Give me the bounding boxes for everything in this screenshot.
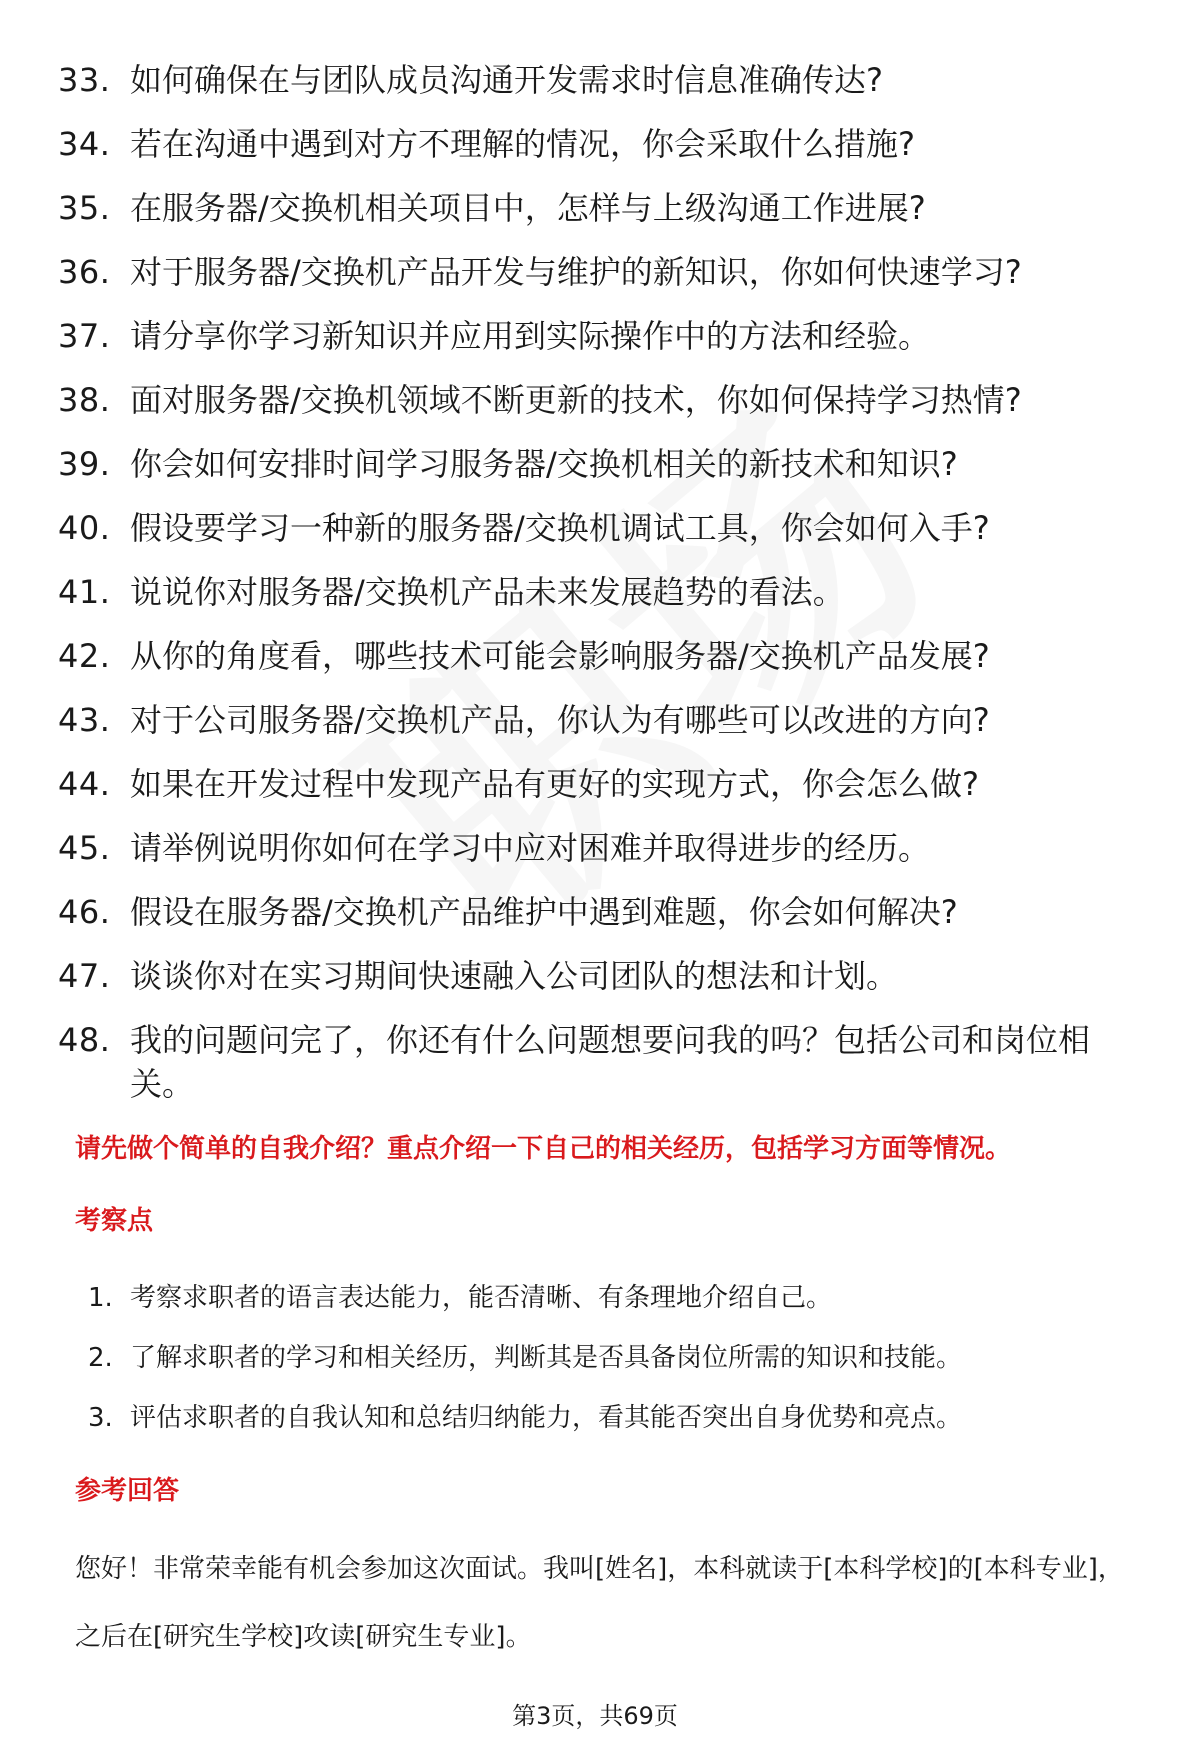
question-number: 43. [58, 701, 111, 739]
question-text: 假设在服务器/交换机产品维护中遇到难题，你会如何解决? [130, 893, 958, 931]
question-item [58, 496, 1148, 560]
point-text: 了解求职者的学习和相关经历，判断其是否具备岗位所需的知识和技能。 [130, 1343, 963, 1373]
question-text: 我的问题问完了，你还有什么问题想要问我的吗？包括公司和岗位相关。 [130, 1021, 1091, 1103]
question-number: 48. [58, 1021, 111, 1059]
answer-heading: 参考回答 [75, 1476, 180, 1506]
question-text: 对于公司服务器/交换机产品，你认为有哪些可以改进的方向? [130, 701, 990, 739]
question-item [58, 560, 1148, 624]
question-text: 请分享你学习新知识并应用到实际操作中的方法和经验。 [130, 317, 931, 355]
points-heading: 考察点 [75, 1206, 154, 1236]
question-list [58, 48, 1148, 1106]
point-text: 考察求职者的语言表达能力，能否清晰、有条理地介绍自己。 [130, 1283, 833, 1313]
question-item [58, 240, 1148, 304]
question-item [58, 752, 1148, 816]
question-item [58, 1008, 1148, 1106]
interview-question-heading: 请先做个简单的自我介绍？重点介绍一下自己的相关经历，包括学习方面等情况。 [75, 1134, 1012, 1164]
question-text: 如何确保在与团队成员沟通开发需求时信息准确传达? [130, 61, 883, 99]
question-text: 你会如何安排时间学习服务器/交换机相关的新技术和知识? [130, 445, 958, 483]
question-number: 47. [58, 957, 111, 995]
question-number: 46. [58, 893, 111, 931]
point-item [88, 1388, 1138, 1448]
points-list [88, 1268, 1138, 1448]
question-text: 若在沟通中遇到对方不理解的情况，你会采取什么措施? [130, 125, 915, 163]
question-text: 谈谈你对在实习期间快速融入公司团队的想法和计划。 [130, 957, 899, 995]
question-number: 33. [58, 61, 111, 99]
question-number: 39. [58, 445, 111, 483]
question-item [58, 624, 1148, 688]
answer-text: 您好！非常荣幸能有机会参加这次面试。我叫[姓名]，本科就读于[本科学校]的[本科专业]，之后在[研究生学校]攻读[研究生专业]。 [75, 1554, 1124, 1652]
question-item [58, 816, 1148, 880]
point-item [88, 1268, 1138, 1328]
question-text: 对于服务器/交换机产品开发与维护的新知识，你如何快速学习? [130, 253, 1022, 291]
question-text: 从你的角度看，哪些技术可能会影响服务器/交换机产品发展? [130, 637, 990, 675]
question-item [58, 368, 1148, 432]
point-number: 2. [88, 1343, 113, 1373]
question-item [58, 944, 1148, 1008]
question-item [58, 176, 1148, 240]
question-number: 34. [58, 125, 111, 163]
question-text: 假设要学习一种新的服务器/交换机调试工具，你会如何入手? [130, 509, 990, 547]
question-item [58, 304, 1148, 368]
question-number: 41. [58, 573, 111, 611]
question-item [58, 880, 1148, 944]
question-text: 请举例说明你如何在学习中应对困难并取得进步的经历。 [130, 829, 931, 867]
point-item [88, 1328, 1138, 1388]
question-text: 如果在开发过程中发现产品有更好的实现方式，你会怎么做? [130, 765, 979, 803]
question-number: 45. [58, 829, 111, 867]
point-text: 评估求职者的自我认知和总结归纳能力，看其能否突出自身优势和亮点。 [130, 1403, 963, 1433]
question-text: 说说你对服务器/交换机产品未来发展趋势的看法。 [130, 573, 845, 611]
question-text: 面对服务器/交换机领域不断更新的技术，你如何保持学习热情? [130, 381, 1022, 419]
question-item [58, 48, 1148, 112]
question-number: 40. [58, 509, 111, 547]
question-number: 35. [58, 189, 111, 227]
question-item [58, 432, 1148, 496]
question-item [58, 112, 1148, 176]
question-text: 在服务器/交换机相关项目中，怎样与上级沟通工作进展? [130, 189, 926, 227]
question-item [58, 688, 1148, 752]
page-number: 第3页，共69页 [512, 1702, 678, 1730]
question-number: 37. [58, 317, 111, 355]
question-number: 36. [58, 253, 111, 291]
question-number: 38. [58, 381, 111, 419]
question-number: 42. [58, 637, 111, 675]
point-number: 3. [88, 1403, 113, 1433]
question-number: 44. [58, 765, 111, 803]
point-number: 1. [88, 1283, 113, 1313]
